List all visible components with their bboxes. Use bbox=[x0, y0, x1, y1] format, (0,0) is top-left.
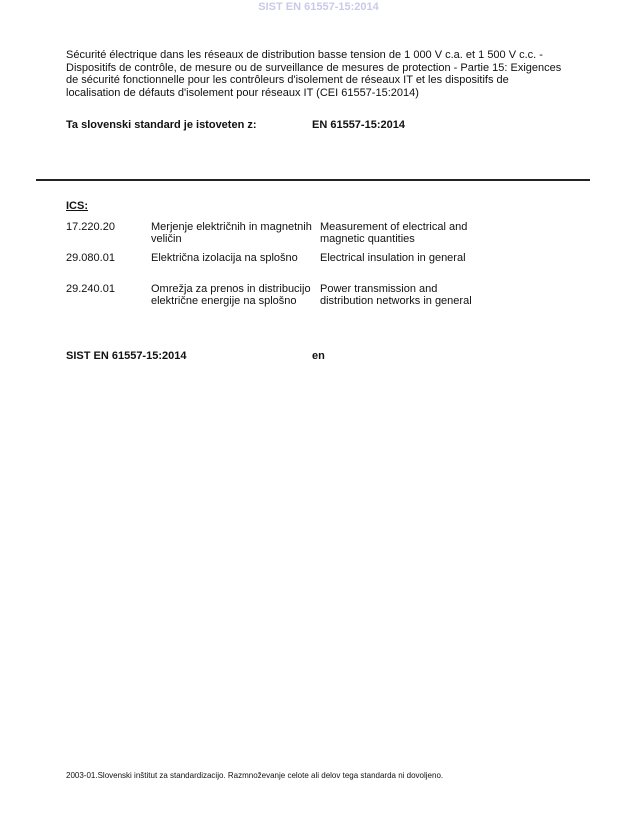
ics-sl: Električna izolacija na splošno bbox=[151, 252, 298, 264]
ics-sl: Merjenje električnih in magnetnih veličin bbox=[151, 221, 312, 245]
watermark: SIST EN 61557-15:2014 bbox=[258, 1, 379, 13]
ics-en: Measurement of electrical and magnetic quantities bbox=[320, 221, 468, 245]
ics-code: 17.220.20 bbox=[66, 221, 115, 233]
ics-en: Electrical insulation in general bbox=[320, 252, 466, 264]
standard-language: en bbox=[312, 350, 325, 362]
ics-code: 29.080.01 bbox=[66, 252, 115, 264]
french-title: Sécurité électrique dans les réseaux de distribution basse tension de 1 000 V c.a. et 1 500 V c.c. - Dispositifs de contrôle, de mesure ou de surveillance de mesures de protection - Partie 15: Exigences de sécurité fonctionnelle pour les contrôleurs d'isolement de réseaux IT et les dispositifs de localisation de défauts d'isolement pour réseaux IT (CEI 61557-15:2014) bbox=[66, 49, 562, 99]
ics-sl: Omrežja za prenos in distribucijo električne energije na splošno bbox=[151, 283, 311, 307]
footer-copyright: 2003-01.Slovenski inštitut za standardizacijo. Razmnoževanje celote ali delov tega standarda ni dovoljeno. bbox=[66, 771, 444, 780]
divider bbox=[36, 179, 590, 181]
ics-code: 29.240.01 bbox=[66, 283, 115, 295]
identical-label: Ta slovenski standard je istoveten z: bbox=[66, 119, 257, 131]
ics-en: Power transmission and distribution networks in general bbox=[320, 283, 472, 307]
standard-id: SIST EN 61557-15:2014 bbox=[66, 350, 187, 362]
ics-heading: ICS: bbox=[66, 200, 88, 212]
identical-value: EN 61557-15:2014 bbox=[312, 119, 405, 131]
